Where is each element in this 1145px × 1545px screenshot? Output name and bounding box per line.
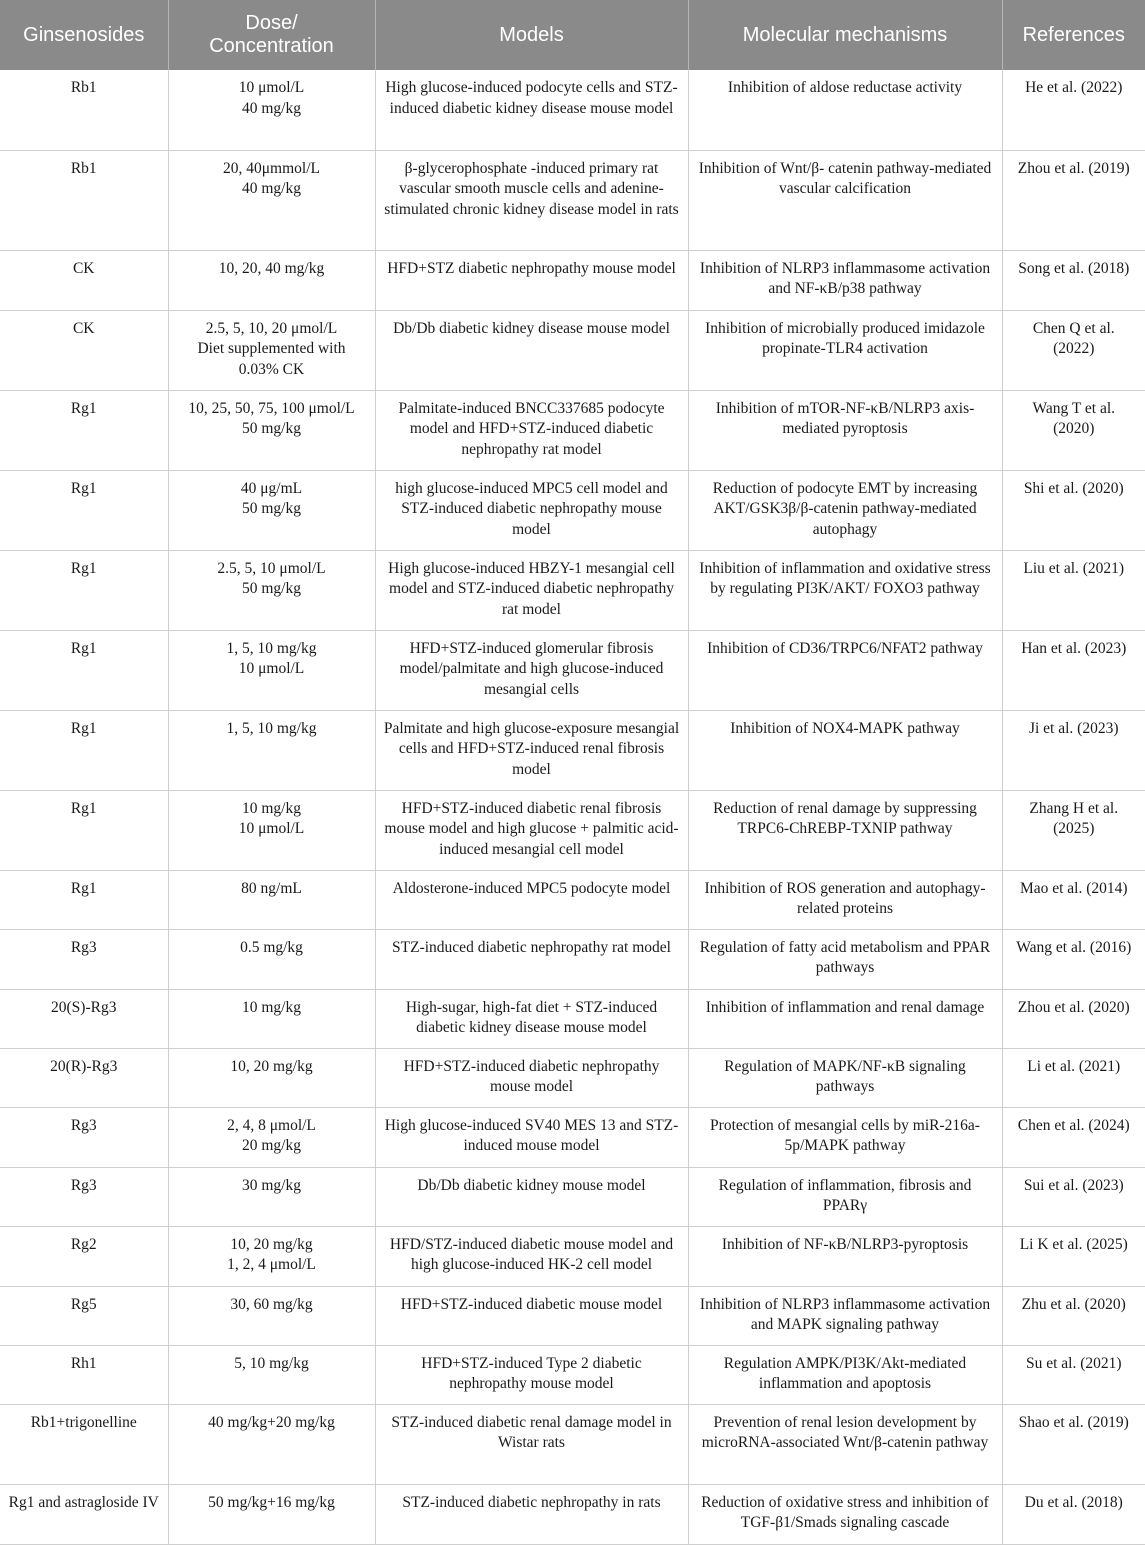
cell-mechanism: Inhibition of CD36/TRPC6/NFAT2 pathway [688,630,1002,710]
dose-line: 2.5, 5, 10 μmol/L [217,559,326,577]
cell-dose [168,550,375,630]
cell-ginsenoside: 20(S)-Rg3 [0,989,168,1048]
cell-ginsenoside: Rb1 [0,150,168,250]
dose-line: 50 mg/kg [242,500,301,517]
cell-dose [168,630,375,710]
cell-dose [168,1286,375,1345]
table-row [0,1404,1145,1484]
dose-line: 0.03% CK [238,360,305,378]
dose-line: 30 mg/kg [242,1176,301,1194]
cell-mechanism: Inhibition of NF-κB/NLRP3-pyroptosis [688,1226,1002,1286]
cell-reference: Liu et al. (2021) [1002,550,1145,630]
cell-reference: Li K et al. (2025) [1002,1226,1145,1286]
dose-line: 40 mg/kg+20 mg/kg [208,1413,335,1431]
cell-model: HFD/STZ-induced diabetic mouse model and high glucose-induced HK-2 cell model [375,1226,688,1286]
cell-mechanism: Inhibition of Wnt/β- catenin pathway-mediated vascular calcification [688,150,1002,250]
cell-model: STZ-induced diabetic nephropathy in rats [375,1484,688,1544]
cell-mechanism: Regulation of inflammation, fibrosis and PPARγ [688,1167,1002,1226]
table-row [0,790,1145,870]
cell-model: HFD+STZ-induced Type 2 diabetic nephropathy mouse model [375,1345,688,1404]
cell-ginsenoside: Rg1 [0,470,168,550]
dose-line: 80 ng/mL [241,879,302,897]
dose-line: 20, 40μmmol/L [222,159,320,177]
cell-ginsenoside: Rg1 [0,390,168,470]
cell-dose [168,1226,375,1286]
dose-line: 50 mg/kg+16 mg/kg [208,1493,335,1511]
table-row [0,550,1145,630]
cell-mechanism: Protection of mesangial cells by miR-216a-5p/MAPK pathway [688,1107,1002,1167]
header-row [0,0,1145,70]
cell-dose [168,1048,375,1107]
cell-reference: Su et al. (2021) [1002,1345,1145,1404]
table-header [0,0,1145,70]
cell-model: Db/Db diabetic kidney disease mouse model [375,310,688,390]
cell-model: Aldosterone-induced MPC5 podocyte model [375,870,688,929]
header-ginsenosides: Ginsenosides [0,0,168,70]
cell-dose [168,470,375,550]
table-body [0,70,1145,1544]
cell-model: HFD+STZ-induced diabetic renal fibrosis mouse model and high glucose + palmitic acid-induced mesangial cell model [375,790,688,870]
cell-ginsenoside: Rg3 [0,1107,168,1167]
cell-model: High glucose-induced podocyte cells and STZ-induced diabetic kidney disease mouse model [375,70,688,150]
cell-model: Palmitate and high glucose-exposure mesangial cells and HFD+STZ-induced renal fibrosis model [375,710,688,790]
cell-mechanism: Inhibition of microbially produced imidazole propinate-TLR4 activation [688,310,1002,390]
cell-reference: Zhou et al. (2020) [1002,989,1145,1048]
table-row [0,1048,1145,1107]
table-row [0,1286,1145,1345]
table-row [0,70,1145,150]
cell-model: HFD+STZ diabetic nephropathy mouse model [375,250,688,310]
cell-ginsenoside: Rb1 [0,70,168,150]
table-row [0,1226,1145,1286]
cell-mechanism: Inhibition of NLRP3 inflammasome activation and MAPK signaling pathway [688,1286,1002,1345]
dose-line: 2, 4, 8 μmol/L [227,1116,316,1134]
dose-line: 1, 5, 10 mg/kg [226,719,317,737]
dose-line: 10 μmol/L [238,79,305,96]
cell-dose [168,929,375,989]
table-row [0,1107,1145,1167]
cell-mechanism: Reduction of oxidative stress and inhibition of TGF-β1/Smads signaling cascade [688,1484,1002,1544]
cell-ginsenoside: 20(R)-Rg3 [0,1048,168,1107]
cell-mechanism: Reduction of renal damage by suppressing TRPC6-ChREBP-TXNIP pathway [688,790,1002,870]
dose-line: 40 μg/mL [240,479,303,497]
cell-reference: Shao et al. (2019) [1002,1404,1145,1484]
cell-dose [168,70,375,150]
cell-mechanism: Regulation of MAPK/NF-κB signaling pathways [688,1048,1002,1107]
cell-mechanism: Inhibition of ROS generation and autophagy-related proteins [688,870,1002,929]
dose-line: 0.5 mg/kg [240,938,303,956]
cell-ginsenoside: Rg1 [0,790,168,870]
cell-ginsenoside: Rg5 [0,1286,168,1345]
cell-model: High glucose-induced SV40 MES 13 and STZ-induced mouse model [375,1107,688,1167]
table-row [0,310,1145,390]
cell-dose [168,989,375,1048]
dose-line: 10, 25, 50, 75, 100 μmol/L [188,399,355,417]
dose-line: 10, 20 mg/kg [230,1235,313,1253]
header-references: References [1002,0,1145,70]
cell-dose [168,390,375,470]
cell-ginsenoside: Rg1 [0,710,168,790]
cell-model: Palmitate-induced BNCC337685 podocyte model and HFD+STZ-induced diabetic nephropathy rat model [375,390,688,470]
cell-reference: Wang T et al. (2020) [1002,390,1145,470]
cell-dose [168,790,375,870]
cell-dose [168,1345,375,1404]
cell-dose [168,870,375,929]
cell-model: HFD+STZ-induced diabetic nephropathy mouse model [375,1048,688,1107]
cell-ginsenoside: Rb1+trigonelline [0,1404,168,1484]
cell-mechanism: Reduction of podocyte EMT by increasing AKT/GSK3β/β-catenin pathway-mediated autophagy [688,470,1002,550]
dose-line: 50 mg/kg [242,420,301,437]
dose-line: 5, 10 mg/kg [234,1354,309,1372]
cell-reference: Zhu et al. (2020) [1002,1286,1145,1345]
table-row [0,150,1145,250]
dose-line: 10, 20, 40 mg/kg [218,259,325,277]
cell-dose [168,310,375,390]
cell-mechanism: Inhibition of mTOR-NF-κB/NLRP3 axis-mediated pyroptosis [688,390,1002,470]
cell-ginsenoside: CK [0,250,168,310]
cell-dose [168,250,375,310]
header-mechanisms: Molecular mechanisms [688,0,1002,70]
table-row [0,929,1145,989]
cell-model: β-glycerophosphate -induced primary rat vascular smooth muscle cells and adenine-stimulated chronic kidney disease model in rats [375,150,688,250]
dose-line: 10, 20 mg/kg [230,1057,313,1075]
cell-model: Db/Db diabetic kidney mouse model [375,1167,688,1226]
dose-line: 30, 60 mg/kg [230,1295,313,1313]
cell-dose [168,1107,375,1167]
cell-reference: Shi et al. (2020) [1002,470,1145,550]
cell-ginsenoside: Rh1 [0,1345,168,1404]
header-dose: Dose/ Concentration [168,0,375,70]
cell-ginsenoside: Rg2 [0,1226,168,1286]
cell-model: STZ-induced diabetic nephropathy rat model [375,929,688,989]
cell-ginsenoside: Rg1 and astragloside IV [0,1484,168,1544]
cell-model: STZ-induced diabetic renal damage model in Wistar rats [375,1404,688,1484]
header-models: Models [375,0,688,70]
dose-line: 40 mg/kg [242,180,301,197]
table-row [0,250,1145,310]
dose-line: 20 mg/kg [242,1137,301,1154]
dose-line: Diet supplemented with [197,340,346,357]
cell-reference: Zhang H et al. (2025) [1002,790,1145,870]
dose-line: 10 mg/kg [242,799,301,817]
cell-ginsenoside: Rg1 [0,630,168,710]
cell-reference: Song et al. (2018) [1002,250,1145,310]
cell-mechanism: Regulation AMPK/PI3K/Akt-mediated inflammation and apoptosis [688,1345,1002,1404]
cell-ginsenoside: Rg1 [0,550,168,630]
cell-dose [168,1404,375,1484]
dose-line: 10 μmol/L [238,820,305,837]
cell-model: High glucose-induced HBZY-1 mesangial cell model and STZ-induced diabetic nephropathy rat model [375,550,688,630]
cell-reference: Chen et al. (2024) [1002,1107,1145,1167]
cell-reference: Ji et al. (2023) [1002,710,1145,790]
dose-line: 10 mg/kg [242,998,301,1016]
dose-line: 1, 5, 10 mg/kg [226,639,317,657]
cell-reference: Li et al. (2021) [1002,1048,1145,1107]
cell-reference: Wang et al. (2016) [1002,929,1145,989]
dose-line: 40 mg/kg [242,99,301,117]
table-row [0,1167,1145,1226]
cell-model: high glucose-induced MPC5 cell model and STZ-induced diabetic nephropathy mouse model [375,470,688,550]
table-row [0,1484,1145,1544]
table-row [0,470,1145,550]
table-row [0,710,1145,790]
cell-ginsenoside: CK [0,310,168,390]
table-row [0,390,1145,470]
dose-line: 1, 2, 4 μmol/L [227,1256,316,1273]
cell-reference: Zhou et al. (2019) [1002,150,1145,250]
table-row [0,1345,1145,1404]
cell-reference: He et al. (2022) [1002,70,1145,150]
cell-reference: Han et al. (2023) [1002,630,1145,710]
cell-mechanism: Inhibition of aldose reductase activity [688,70,1002,150]
cell-dose [168,150,375,250]
table-row [0,870,1145,929]
cell-model: HFD+STZ-induced diabetic mouse model [375,1286,688,1345]
cell-dose [168,1167,375,1226]
cell-model: HFD+STZ-induced glomerular fibrosis model/palmitate and high glucose-induced mesangial cells [375,630,688,710]
table-row [0,989,1145,1048]
cell-dose [168,710,375,790]
cell-reference: Chen Q et al. (2022) [1002,310,1145,390]
cell-reference: Sui et al. (2023) [1002,1167,1145,1226]
cell-ginsenoside: Rg3 [0,1167,168,1226]
cell-reference: Du et al. (2018) [1002,1484,1145,1544]
cell-mechanism: Prevention of renal lesion development by microRNA-associated Wnt/β-catenin pathway [688,1404,1002,1484]
table-row [0,630,1145,710]
cell-reference: Mao et al. (2014) [1002,870,1145,929]
cell-model: High-sugar, high-fat diet + STZ-induced diabetic kidney disease mouse model [375,989,688,1048]
cell-mechanism: Inhibition of NLRP3 inflammasome activation and NF-κB/p38 pathway [688,250,1002,310]
dose-line: 10 μmol/L [238,660,305,677]
cell-mechanism: Regulation of fatty acid metabolism and PPAR pathways [688,929,1002,989]
dose-line: 50 mg/kg [242,580,301,597]
cell-ginsenoside: Rg1 [0,870,168,929]
cell-ginsenoside: Rg3 [0,929,168,989]
cell-mechanism: Inhibition of NOX4-MAPK pathway [688,710,1002,790]
cell-mechanism: Inhibition of inflammation and renal damage [688,989,1002,1048]
cell-mechanism: Inhibition of inflammation and oxidative stress by regulating PI3K/AKT/ FOXO3 pathway [688,550,1002,630]
dose-line: 2.5, 5, 10, 20 μmol/L [205,319,338,337]
cell-dose [168,1484,375,1544]
